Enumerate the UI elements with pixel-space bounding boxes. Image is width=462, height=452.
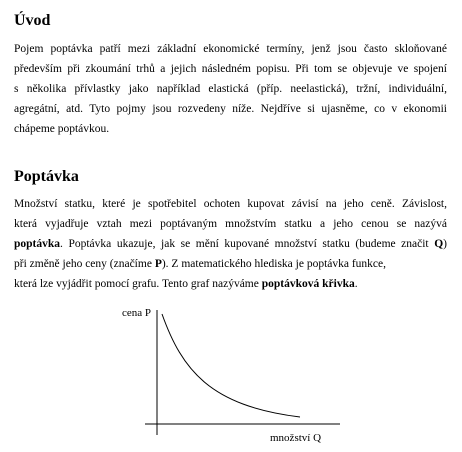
demand-curve-graph [110, 300, 350, 450]
graph-svg [110, 300, 350, 450]
text-line: Množství statku, které je spotřebitel ochoten kupovat závisí na jeho ceně. Závislost, [14, 198, 447, 210]
section-heading-poptavka: Poptávka [14, 168, 79, 185]
bold-term: poptávková křivka [261, 278, 355, 290]
demand-paragraph [14, 194, 447, 294]
text-line: poptávka. Poptávka ukazuje, jak se mění kupované množství statku (budeme značit Q) [14, 238, 447, 250]
bold-term: poptávka [14, 238, 61, 250]
bold-symbol: P [154, 258, 162, 270]
text-line: především při zkoumání trhů a jejich následném popisu. Při tom se objevuje ve spojení [14, 63, 447, 75]
text-line: při změně jeho ceny (značíme P). Z matematického hlediska je poptávka funkce, [14, 258, 387, 270]
text-line: s několika přívlastky jako například elastická (příp. neelastická), tržní, individuální, [14, 83, 447, 95]
text-line: která lze vyjádřit pomocí grafu. Tento graf nazýváme poptávková křivka. [14, 278, 358, 290]
bold-symbol: Q [434, 238, 444, 250]
x-axis-label: množství Q [270, 432, 322, 444]
section-heading-uvod: Úvod [14, 12, 51, 29]
text-line: Pojem poptávka patří mezi základní ekonomické termíny, jenž jsou často skloňované [14, 43, 447, 55]
text-line: agregátní, atd. Tyto pojmy jsou rozvedeny níže. Nejdříve si ujasněme, co v ekonomii [14, 103, 447, 115]
text-line: chápeme poptávkou. [14, 123, 110, 135]
y-axis-label: cena P [122, 307, 152, 319]
text-line: která vyjadřuje vztah mezi poptávaným množstvím statku a jeho cenou se nazývá [14, 218, 447, 230]
demand-curve [162, 314, 300, 417]
intro-paragraph [14, 39, 447, 139]
